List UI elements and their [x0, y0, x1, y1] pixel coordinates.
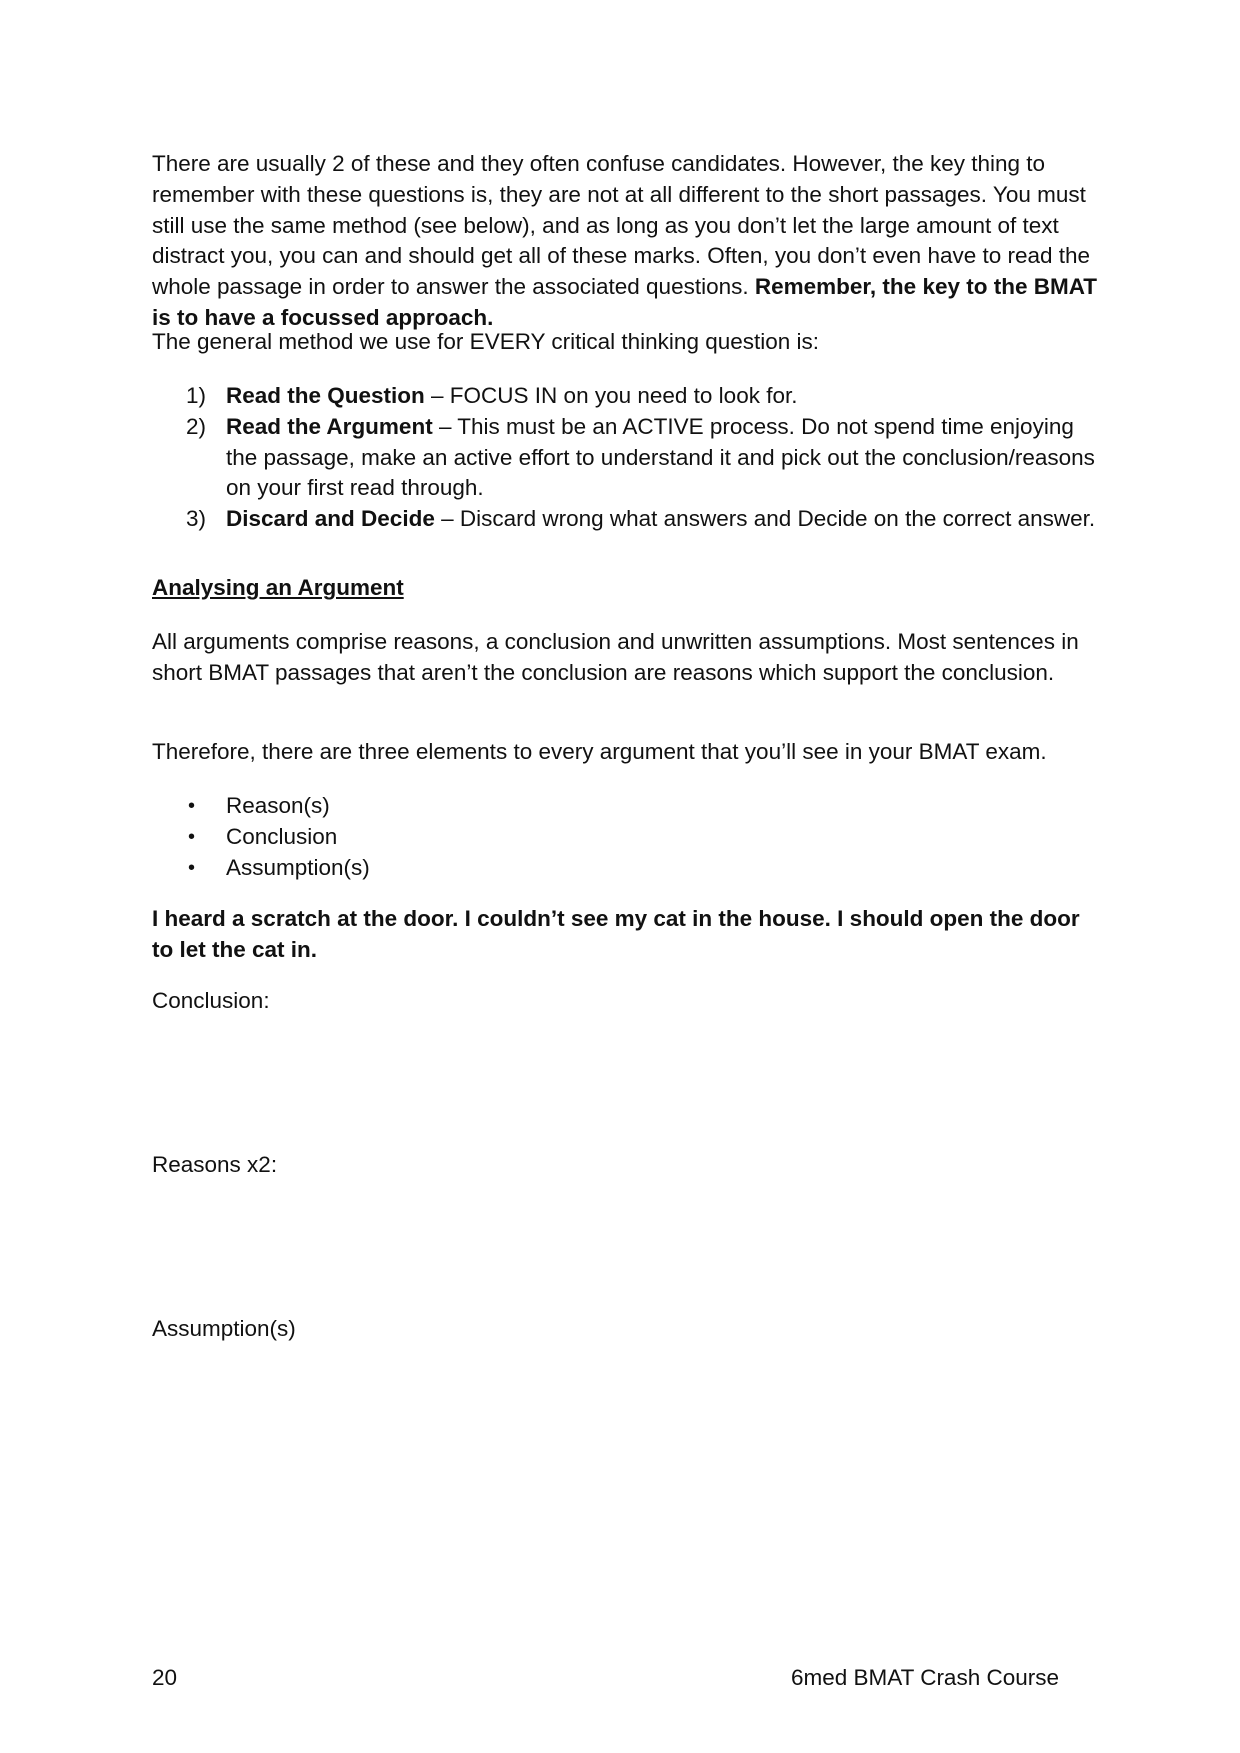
intro-paragraph — [152, 149, 1102, 334]
method-intro: The general method we use for EVERY critical thinking question is: — [152, 329, 820, 354]
step-text: – This must be an ACTIVE process. Do not spend time enjoying the passage, make an active effort to understand it and pick out the conclusion/reasons on your first read through. — [226, 413, 1095, 501]
element-label: Assumption(s) — [226, 854, 370, 880]
footer-page-number: 20 — [152, 1665, 178, 1690]
intro-bold-text: Remember, the key to the BMAT is to have a focussed approach. — [152, 274, 1098, 330]
footer-title: 6med BMAT Crash Course — [790, 1665, 1059, 1690]
bullet-icon: • — [188, 795, 196, 817]
list-item — [152, 381, 1102, 412]
reasons-prompt: Reasons x2: — [152, 1152, 278, 1177]
list-item — [152, 853, 1102, 884]
conclusion-prompt: Conclusion: — [152, 988, 270, 1013]
list-item — [152, 822, 1102, 853]
example-argument: I heard a scratch at the door. I couldn’t see my cat in the house. I should open the door to let the cat in. — [152, 906, 1080, 962]
arguments-paragraph: All arguments comprise reasons, a conclusion and unwritten assumptions. Most sentences in short BMAT passages that aren’t the conclusion are reasons which support the conclusion. — [152, 629, 1079, 685]
assumptions-prompt: Assumption(s) — [152, 1316, 296, 1341]
method-steps-list — [152, 381, 1102, 535]
step-title: Read the Argument — [226, 413, 433, 439]
elements-intro: Therefore, there are three elements to every argument that you’ll see in your BMAT exam. — [152, 739, 1047, 764]
step-text: – FOCUS IN on you need to look for. — [424, 383, 798, 408]
bullet-icon: • — [188, 856, 196, 879]
elements-list — [152, 791, 1102, 883]
list-number: 1) — [186, 383, 207, 408]
bullet-icon: • — [188, 825, 196, 848]
element-label: Reason(s) — [226, 793, 330, 818]
list-item — [152, 791, 1102, 822]
step-text: – Discard wrong what answers and Decide on the correct answer. — [434, 506, 1096, 532]
element-label: Conclusion — [226, 823, 338, 849]
list-number: 3) — [186, 506, 207, 532]
step-title: Read the Question — [226, 383, 425, 408]
intro-text: There are usually 2 of these and they often confuse candidates. However, the key thing to remember with these questions is, they are not at all different to the short passages. You must still use the same method (see below), and as long as you don’t let the large amount of text distract you, you can and should get all of these marks. Often, you don’t even have to read the whole passage in order to answer the associated questions. — [152, 151, 1091, 300]
step-title: Discard and Decide — [226, 506, 435, 532]
list-number: 2) — [186, 413, 207, 439]
list-item — [152, 412, 1102, 504]
list-item — [152, 504, 1102, 535]
section-heading: Analysing an Argument — [152, 575, 404, 600]
